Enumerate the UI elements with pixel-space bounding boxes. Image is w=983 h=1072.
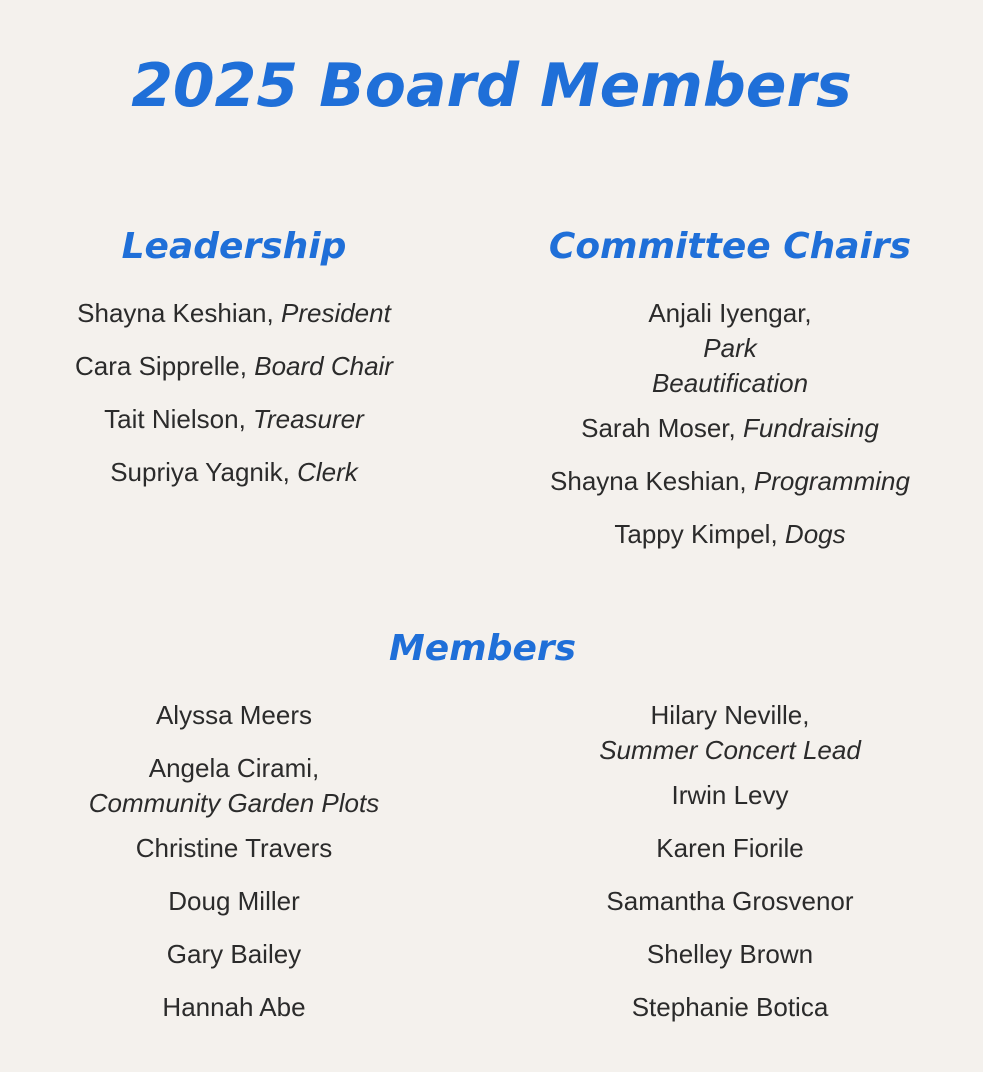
member-name: Tappy Kimpel, [614, 519, 778, 549]
member-name: Stephanie Botica [631, 992, 829, 1022]
member-name: Shelley Brown [646, 939, 814, 969]
member-name: Cara Sipprelle, [75, 351, 247, 381]
member-entry [34, 831, 434, 866]
member-entry [500, 937, 960, 972]
member-entry [34, 751, 434, 821]
member-role: Dogs [784, 519, 846, 549]
member-entry [34, 698, 434, 733]
committee-chair-entry [500, 517, 960, 552]
member-name: Angela Cirami, [148, 753, 320, 783]
leadership-entry [34, 402, 434, 437]
member-name: Supriya Yagnik, [110, 457, 290, 487]
member-entry [500, 698, 960, 768]
leadership-heading: Leadership [121, 226, 347, 267]
member-entry [34, 884, 434, 919]
members-list-right [500, 698, 960, 1043]
member-name: Alyssa Meers [155, 700, 313, 730]
member-name: Irwin Levy [671, 780, 789, 810]
committee-chair-entry [500, 411, 960, 446]
members-heading: Members [388, 628, 577, 669]
members-list-left [34, 698, 434, 1043]
member-role: Board Chair [254, 351, 393, 381]
member-role: Fundraising [743, 413, 879, 443]
member-name: Hannah Abe [162, 992, 306, 1022]
member-name: Hilary Neville, [650, 700, 810, 730]
member-name: Karen Fiorile [656, 833, 804, 863]
member-role: Community Garden Plots [88, 788, 380, 818]
member-role: Clerk [297, 457, 358, 487]
member-name: Christine Travers [135, 833, 333, 863]
committee-chairs-heading: Committee Chairs [548, 226, 912, 267]
member-role: Summer Concert Lead [599, 735, 861, 765]
page-title: 2025 Board Members [131, 51, 852, 121]
member-name: Shayna Keshian, [550, 466, 747, 496]
leadership-entry [34, 349, 434, 384]
member-entry [34, 990, 434, 1025]
member-name: Shayna Keshian, [77, 298, 274, 328]
member-name: Sarah Moser, [581, 413, 736, 443]
member-entry [500, 778, 960, 813]
member-entry [500, 990, 960, 1025]
member-entry [500, 831, 960, 866]
member-role-continued: Beautification [651, 368, 809, 398]
leadership-entry [34, 296, 434, 331]
committee-chairs-list [500, 296, 960, 570]
member-name: Gary Bailey [166, 939, 302, 969]
member-entry [34, 937, 434, 972]
leadership-entry [34, 455, 434, 490]
member-name: Doug Miller [168, 886, 300, 916]
leadership-list [34, 296, 434, 508]
member-role: President [280, 298, 391, 328]
member-name: Samantha Grosvenor [606, 886, 854, 916]
member-name: Anjali Iyengar, [648, 298, 812, 328]
member-role: Park [703, 333, 757, 363]
member-entry [500, 884, 960, 919]
member-name: Tait Nielson, [104, 404, 246, 434]
member-role: Treasurer [253, 404, 364, 434]
committee-chair-entry [500, 296, 960, 401]
member-role: Programming [753, 466, 910, 496]
committee-chair-entry [500, 464, 960, 499]
